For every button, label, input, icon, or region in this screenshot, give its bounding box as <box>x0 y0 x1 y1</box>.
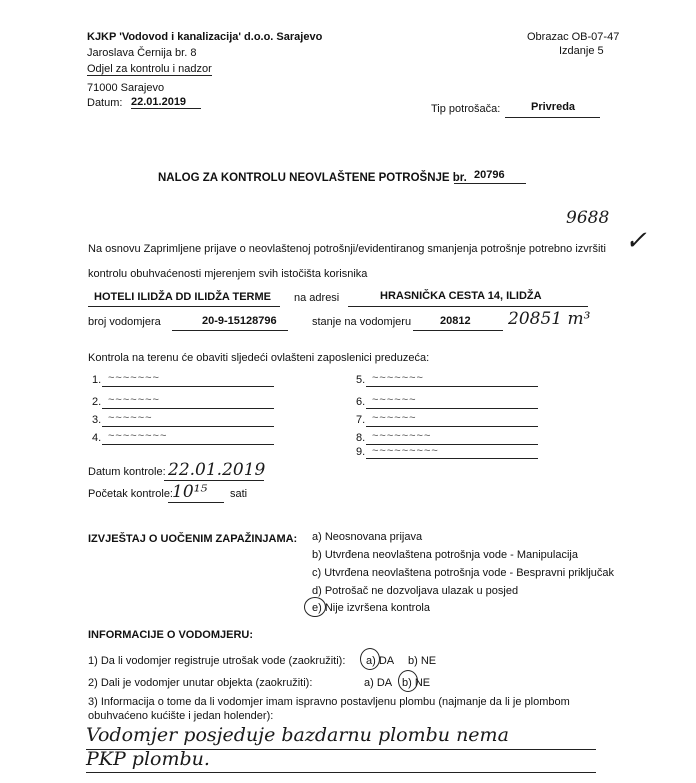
staff-left-line <box>102 408 274 409</box>
staff-left-num: 3. <box>92 414 102 426</box>
intro-line-1: Na osnovu Zaprimljene prijave o neovlaštenoj potrošnji/evidentiranog smanjenja potrošnje potrebno izvršiti <box>88 243 606 255</box>
edition: Izdanje 5 <box>559 45 604 57</box>
meter-info-heading: INFORMACIJE O VODOMJERU: <box>88 629 254 641</box>
staff-right-name: ~~~~~~~ <box>372 372 424 384</box>
staff-right-num: 5. <box>356 374 366 386</box>
meter-number-underline <box>172 330 288 331</box>
company-street: Jaroslava Černija br. 8 <box>87 47 197 59</box>
form-code: Obrazac OB-07-47 <box>527 31 620 43</box>
meter-q2-option-b: b) NE <box>402 677 431 689</box>
control-date-label: Datum kontrole: <box>88 466 166 478</box>
date-value: 22.01.2019 <box>131 96 201 109</box>
customer-address: HRASNIČKA CESTA 14, ILIDŽA <box>380 290 542 302</box>
consumer-type-label: Tip potrošača: <box>431 103 501 115</box>
staff-right-line <box>366 458 538 459</box>
company-city: 71000 Sarajevo <box>87 82 165 94</box>
staff-right-line <box>366 408 538 409</box>
staff-right-line <box>366 386 538 387</box>
control-start-value: 10¹⁵ <box>172 482 208 502</box>
meter-q1-option-a: a) DA <box>366 655 395 667</box>
customer-name: HOTELI ILIDŽA DD ILIDŽA TERME <box>94 291 272 303</box>
meter-q2-selected-circle <box>398 670 418 692</box>
staff-left-line <box>102 386 274 387</box>
report-option-e-selected-circle <box>304 597 326 617</box>
meter-q2-option-a: a) DA <box>364 677 393 689</box>
meter-answer-line-1: Vodomjer posjeduje bazdarnu plombu nema <box>86 724 509 746</box>
staff-right-name: ~~~~~~ <box>372 412 417 424</box>
address-underline <box>348 306 588 307</box>
document-number-underline <box>454 183 526 184</box>
checkmark-icon: ✓ <box>625 226 647 256</box>
staff-left-line <box>102 426 274 427</box>
report-option-c: c) Utvrđena neovlaštena potrošnja vode - Bespravni priključak <box>312 567 615 579</box>
staff-right-num: 9. <box>356 446 366 458</box>
meter-state-handwritten: 20851 m³ <box>508 309 591 329</box>
address-label: na adresi <box>294 292 340 304</box>
control-start-unit: sati <box>230 488 248 500</box>
staff-left-name: ~~~~~~~~ <box>108 430 168 442</box>
meter-state: 20812 <box>440 315 471 327</box>
meter-state-label: stanje na vodomjeru <box>312 316 412 328</box>
staff-right-num: 8. <box>356 432 366 444</box>
staff-right-num: 6. <box>356 396 366 408</box>
customer-name-underline <box>88 306 280 307</box>
company-name: KJKP 'Vodovod i kanalizacija' d.o.o. Sarajevo <box>87 31 323 43</box>
meter-number: 20-9-15128796 <box>202 315 277 327</box>
consumer-type-value: Privreda <box>531 101 576 113</box>
staff-left-num: 1. <box>92 374 102 386</box>
consumer-type-underline <box>505 117 600 118</box>
intro-line-2: kontrolu obuhvaćenosti mjerenjem svih istočišta korisnika <box>88 268 368 280</box>
meter-question-3-line-2: obuhvaćeno kućište i jedan holender): <box>88 710 274 722</box>
control-date-underline <box>164 480 264 481</box>
staff-left-num: 4. <box>92 432 102 444</box>
meter-number-label: broj vodomjera <box>88 316 161 328</box>
staff-intro: Kontrola na terenu će obaviti sljedeći ovlašteni zaposlenici preduzeća: <box>88 352 430 364</box>
staff-right-num: 7. <box>356 414 366 426</box>
control-date-value: 22.01.2019 <box>168 460 266 480</box>
meter-question-3-line-1: 3) Informacija o tome da li vodomjer imam ispravno postavljenu plombu (najmanje da li je plombom <box>88 696 570 708</box>
meter-state-underline <box>413 330 503 331</box>
meter-question-2: 2) Dali je vodomjer unutar objekta (zaokružiti): <box>88 677 313 689</box>
staff-right-name: ~~~~~~~~ <box>372 430 432 442</box>
report-label: IZVJEŠTAJ O UOČENIM ZAPAŽINJAMA: <box>88 533 298 545</box>
staff-left-line <box>102 444 274 445</box>
control-start-underline <box>168 502 224 503</box>
staff-right-name: ~~~~~~ <box>372 394 417 406</box>
meter-q1-selected-circle <box>360 648 380 670</box>
report-option-a: a) Neosnovana prijava <box>312 531 423 543</box>
meter-question-1: 1) Da li vodomjer registruje utrošak vode (zaokružiti): <box>88 655 346 667</box>
staff-left-name: ~~~~~~~ <box>108 394 160 406</box>
date-label: Datum: <box>87 97 123 109</box>
staff-left-name: ~~~~~~ <box>108 412 153 424</box>
staff-left-name: ~~~~~~~ <box>108 372 160 384</box>
meter-answer-line-2: PKP plombu. <box>86 748 210 770</box>
answer-underline-2 <box>86 772 596 773</box>
staff-right-name: ~~~~~~~~~ <box>372 445 439 457</box>
document-number: 20796 <box>474 169 505 181</box>
report-option-d: d) Potrošač ne dozvoljava ulazak u posjed <box>312 585 519 597</box>
report-option-b: b) Utvrđena neovlaštena potrošnja vode - Manipulacija <box>312 549 578 561</box>
staff-right-line <box>366 426 538 427</box>
department: Odjel za kontrolu i nadzor <box>87 63 212 75</box>
control-start-label: Početak kontrole: <box>88 488 173 500</box>
report-option-e: e) Nije izvršena kontrola <box>312 602 430 614</box>
meter-q1-option-b: b) NE <box>408 655 437 667</box>
handwritten-mark: 9688 <box>566 208 610 228</box>
document-title: NALOG ZA KONTROLU NEOVLAŠTENE POTROŠNJE br. <box>158 172 467 184</box>
staff-left-num: 2. <box>92 396 102 408</box>
